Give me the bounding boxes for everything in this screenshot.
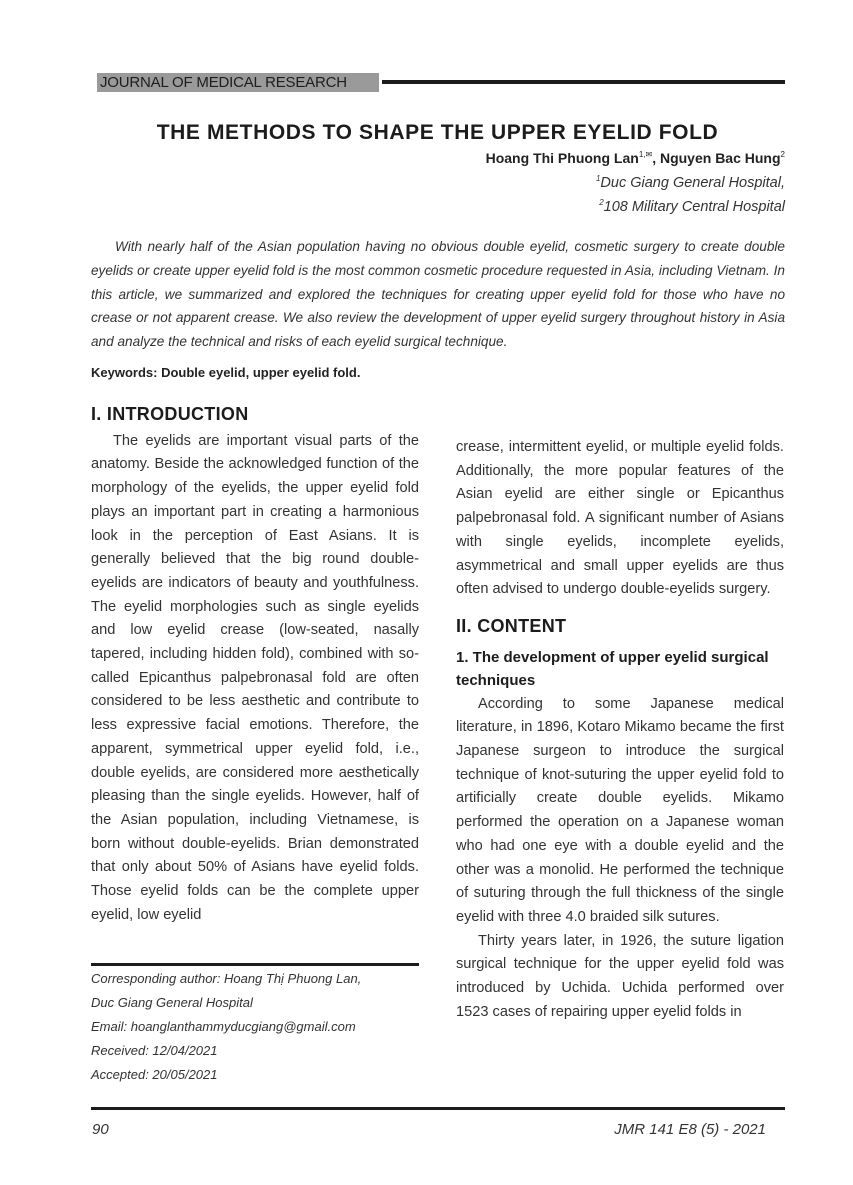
journal-name-tag: JOURNAL OF MEDICAL RESEARCH [97,73,379,92]
affiliation-1-mark: 1 [595,174,601,183]
content-paragraph-2: Thirty years later, in 1926, the suture ligation surgical technique for the upper eyelid fold was introduced by Uchida. Uchida performed over 1523 cases of repairing upper eyelid folds in [456,932,784,1020]
section-heading-content: II. CONTENT [456,615,567,636]
content-paragraph-1: According to some Japanese medical literature, in 1896, Kotaro Mikamo became the first Japanese surgeon to introduce the surgical technique of knot-suturing the upper eyelid fold to artificially create double eyelids. Mikamo performed the operation on a Japanese woman who had one eye with a double eyelid and the other was a monolid. He performed the technique of suturing through the full thickness of the single eyelid with three 4.0 braided silk sutures. [456,695,784,925]
keywords: Keywords: Double eyelid, upper eyelid fold. [91,365,361,380]
footnote-rule [91,963,419,966]
section-heading-introduction: I. INTRODUCTION [91,404,249,424]
article-title: THE METHODS TO SHAPE THE UPPER EYELID FOLD [156,121,719,144]
introduction-paragraph: The eyelids are important visual parts of the anatomy. Beside the acknowledged function of the morphology of the eyelids, the upper eyelid fold plays an important part in creating a harmonious look in the perception of East Asians. It is generally believed that the big round double-eyelids are indicators of beauty and youthfulness. The eyelid morphologies such as single eyelids and low eyelid crease (low-seated, nasally tapered, including hidden fold), combined with so-called Epicanthus palpebronasal fold are often considered to be less aesthetic and contribute to less expressive facial emotions. Therefore, the apparent, symmetrical upper eyelid fold, i.e., double eyelids, are considered more aesthetically pleasing than the single eyelids. However, half of the Asian population, including Vietnamese, is born without double-eyelids. Brian demonstrated that only about 50% of Asians have eyelid folds. Those eyelid folds can be the complete upper eyelid, low eyelid [91,432,419,923]
footer-rule [91,1107,785,1110]
left-column [91,403,419,951]
author-2: Nguyen Bac Hung [659,150,781,166]
abstract: With nearly half of the Asian population having no obvious double eyelid, cosmetic surgery to create double eyelids or create upper eyelid fold is the most common cosmetic procedure requested in Asia, including Vietnam. In this article, we summarized and explored the techniques for creating upper eyelid fold for those who have no crease or not apparent crease. We also review the development of upper eyelid surgery throughout history in Asia and analyze the technical and risks of each eyelid surgical technique. [91,239,785,350]
author-1: Hoang Thi Phuong Lan [485,150,639,166]
author-2-affiliation-mark: 2 [780,150,785,159]
page-number: 90 [92,1121,109,1138]
author-1-affiliation-mark: 1,✉ [638,150,653,159]
affiliation-2-text: 108 Military Central Hospital [603,199,785,215]
subsection-heading-development: 1. The development of upper eyelid surgical techniques [456,648,769,690]
authors-line [486,150,785,166]
author-separator: , [652,150,660,166]
accepted-date: Accepted: 20/05/2021 [91,1067,218,1082]
corresponding-email: Email: hoanglanthammyducgiang@gmail.com [91,1019,356,1034]
affiliation-2-mark: 2 [599,198,604,207]
right-column [456,436,784,1024]
corresponding-author: Corresponding author: Hoang Thị Phuong Lan, [91,971,362,986]
corresponding-hospital: Duc Giang General Hospital [91,995,253,1010]
journal-issue: JMR 141 E8 (5) - 2021 [614,1121,766,1138]
affiliation-1 [596,174,785,191]
affiliation-1-text: Duc Giang General Hospital, [600,175,785,191]
introduction-paragraph-continued: crease, intermittent eyelid, or multiple eyelid folds. Additionally, the more popular features of the Asian eyelid are either single or Epicanthus palpebronasal fold. A significant number of Asians with single eyelids, incomplete eyelids, asymmetrical and small upper eyelids are thus often advised to undergo double-eyelids surgery. [456,439,784,598]
received-date: Received: 12/04/2021 [91,1043,218,1058]
affiliation-2 [599,198,785,215]
header-rule [382,80,785,84]
footnotes [91,967,361,1087]
